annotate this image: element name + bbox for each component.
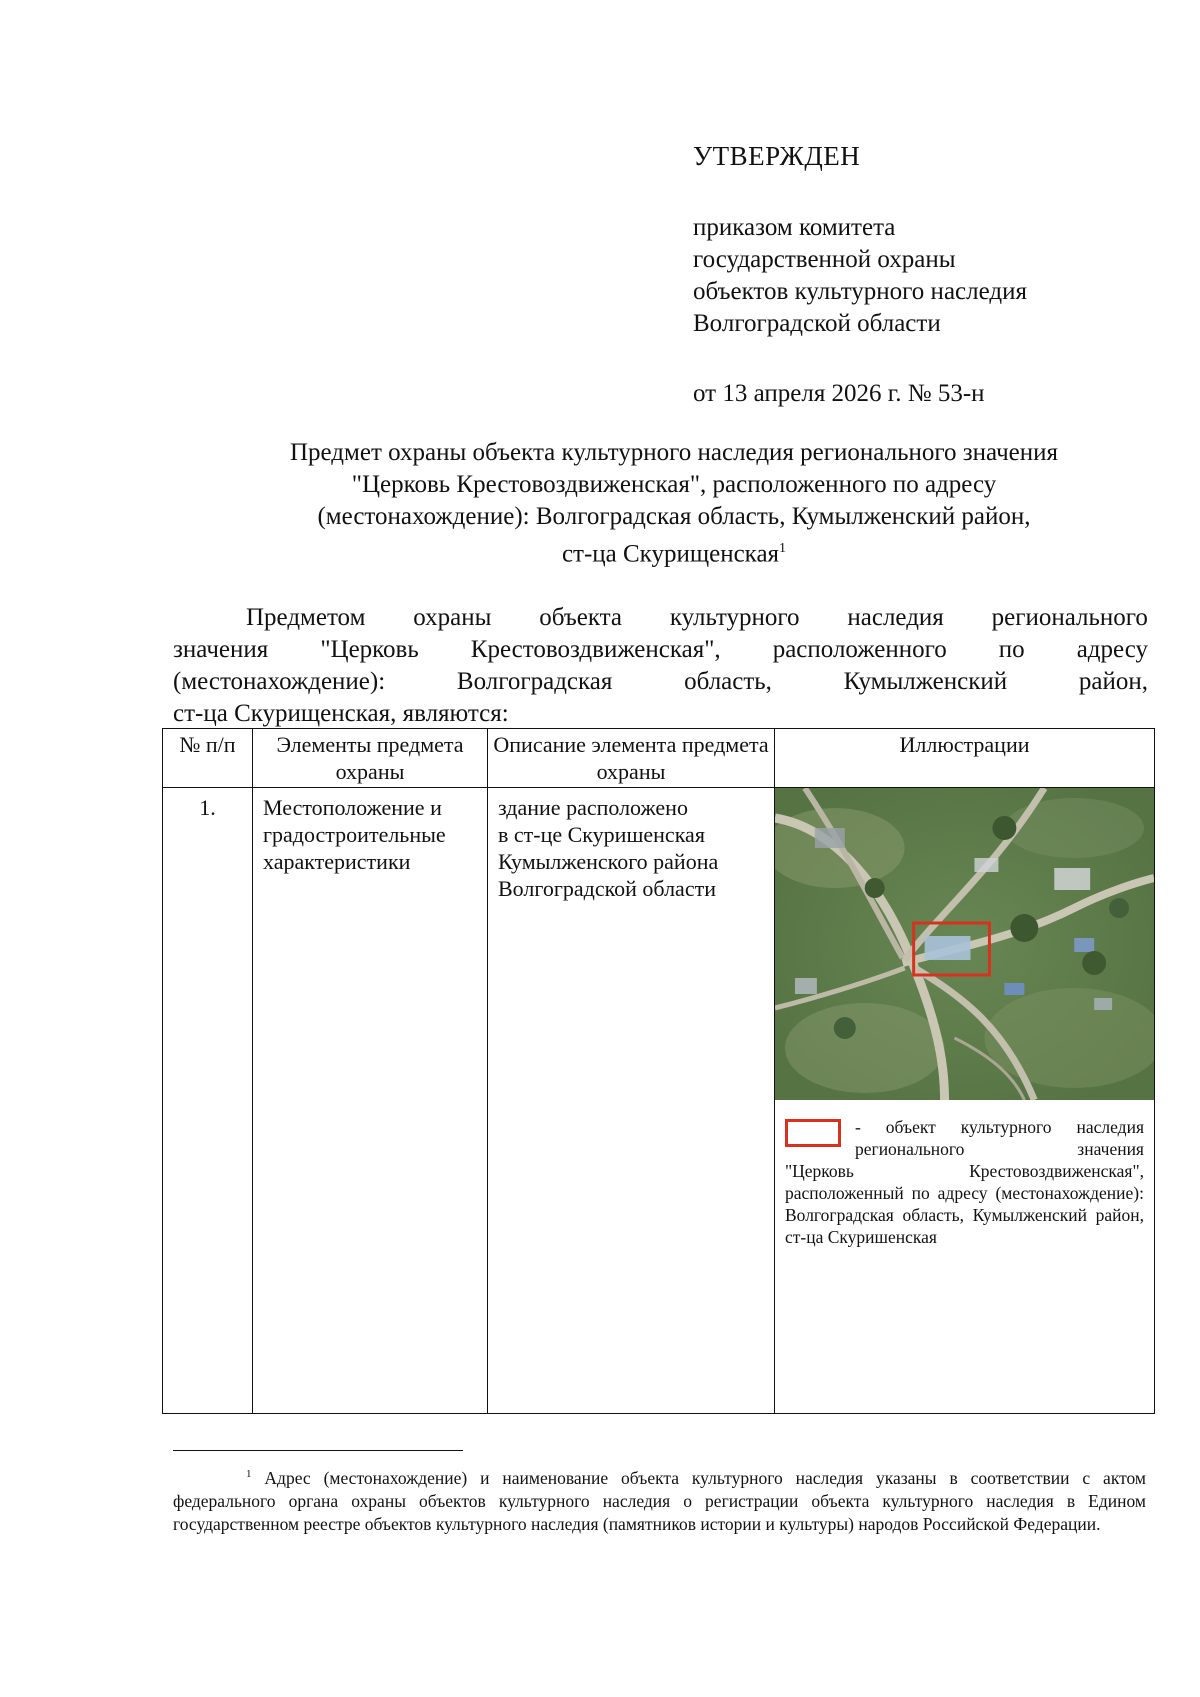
intro-word: регионального bbox=[991, 604, 1148, 631]
title-line-last bbox=[163, 533, 1185, 570]
intro-word: Волгоградская bbox=[456, 668, 613, 695]
row-element: Местоположение и градостроительные характеристики bbox=[253, 788, 488, 1414]
description-line: Волгоградской области bbox=[498, 876, 716, 901]
intro-line-2 bbox=[173, 634, 1148, 666]
footnote-mark: 1 bbox=[246, 1468, 252, 1480]
legend-first-text: - объект культурного наследия регионального значения bbox=[855, 1117, 1144, 1159]
header-elements: Элементы предмета охраны bbox=[253, 729, 488, 788]
intro-word: ст-ца Скурищенская, являются: bbox=[173, 700, 509, 727]
footnote-ref: 1 bbox=[779, 541, 787, 556]
intro-word: охраны bbox=[413, 604, 492, 631]
map-legend bbox=[775, 1100, 1154, 1248]
legend-first-row bbox=[785, 1116, 1144, 1160]
satellite-image bbox=[775, 788, 1154, 1100]
intro-word: Предметом bbox=[246, 604, 366, 631]
legend-rest-text: "Церковь Крестовоздвиженская", расположенный по адресу (местонахождение): Волгоградская область, Кумылженский район, ст-ца Скуришенская bbox=[785, 1161, 1144, 1247]
intro-word: Кумылженский bbox=[843, 668, 1008, 695]
approval-heading: УТВЕРЖДЕН bbox=[693, 141, 861, 171]
intro-line-4 bbox=[173, 698, 1148, 730]
header-description: Описание элемента предмета охраны bbox=[488, 729, 775, 788]
intro-word: область, bbox=[684, 668, 772, 695]
row-illustration bbox=[775, 788, 1155, 1414]
table-row bbox=[163, 788, 1155, 1414]
header-illustrations: Иллюстрации bbox=[775, 729, 1155, 788]
legend-marker bbox=[785, 1119, 841, 1147]
title-line: "Церковь Крестовоздвиженская", расположенного по адресу bbox=[351, 471, 997, 498]
intro-word: (местонахождение): bbox=[173, 668, 386, 695]
intro-word: наследия bbox=[847, 604, 944, 631]
intro-word: объекта bbox=[539, 604, 622, 631]
intro-word: значения bbox=[173, 636, 269, 663]
intro-word: культурного bbox=[669, 604, 800, 631]
approval-line: Волгоградской области bbox=[693, 310, 941, 338]
intro-word: расположенного bbox=[772, 636, 947, 663]
approval-line: государственной охраны bbox=[693, 246, 956, 274]
description-line: Кумылженского района bbox=[498, 849, 719, 874]
intro-word: адресу bbox=[1076, 636, 1148, 663]
row-number: 1. bbox=[163, 788, 253, 1414]
title-line: (местонахождение): Волгоградская область, Кумылженский район, bbox=[317, 503, 1031, 530]
approval-line: приказом комитета bbox=[693, 214, 896, 242]
approval-block bbox=[693, 140, 1173, 408]
protection-table bbox=[162, 728, 1155, 1414]
footnote-text: Адрес (местонахождение) и наименование объекта культурного наследия указаны в соответствии с актом федерального органа охраны объектов культурного наследия о регистрации объекта культурного наследия в Едином государственном реестре объектов культурного наследия (памятников истории и культуры) народов Российской Федерации. bbox=[173, 1467, 1147, 1534]
approval-date: от 13 апреля 2026 г. № 53-н bbox=[693, 380, 985, 408]
intro-word: Крестовоздвиженская", bbox=[470, 636, 721, 663]
approval-line: объектов культурного наследия bbox=[693, 278, 1027, 306]
intro-word: "Церковь bbox=[320, 636, 419, 663]
description-line: в ст-це Скуришенская bbox=[498, 822, 705, 847]
row-description bbox=[488, 788, 775, 1414]
title-line: ст-ца Скурищенская bbox=[561, 540, 780, 568]
intro-word: район, bbox=[1078, 668, 1148, 695]
footnote-divider bbox=[173, 1450, 463, 1451]
title-line: Предмет охраны объекта культурного наследия регионального значения bbox=[289, 439, 1059, 466]
table-header-row bbox=[163, 729, 1155, 788]
intro-line-3 bbox=[173, 666, 1148, 698]
intro-word: по bbox=[998, 636, 1025, 663]
header-num: № п/п bbox=[163, 729, 253, 788]
intro-line-1 bbox=[173, 602, 1148, 634]
footnote bbox=[173, 1463, 1146, 1536]
intro-paragraph bbox=[173, 602, 1148, 730]
document-title bbox=[163, 437, 1185, 570]
description-line: здание расположено bbox=[498, 795, 688, 820]
